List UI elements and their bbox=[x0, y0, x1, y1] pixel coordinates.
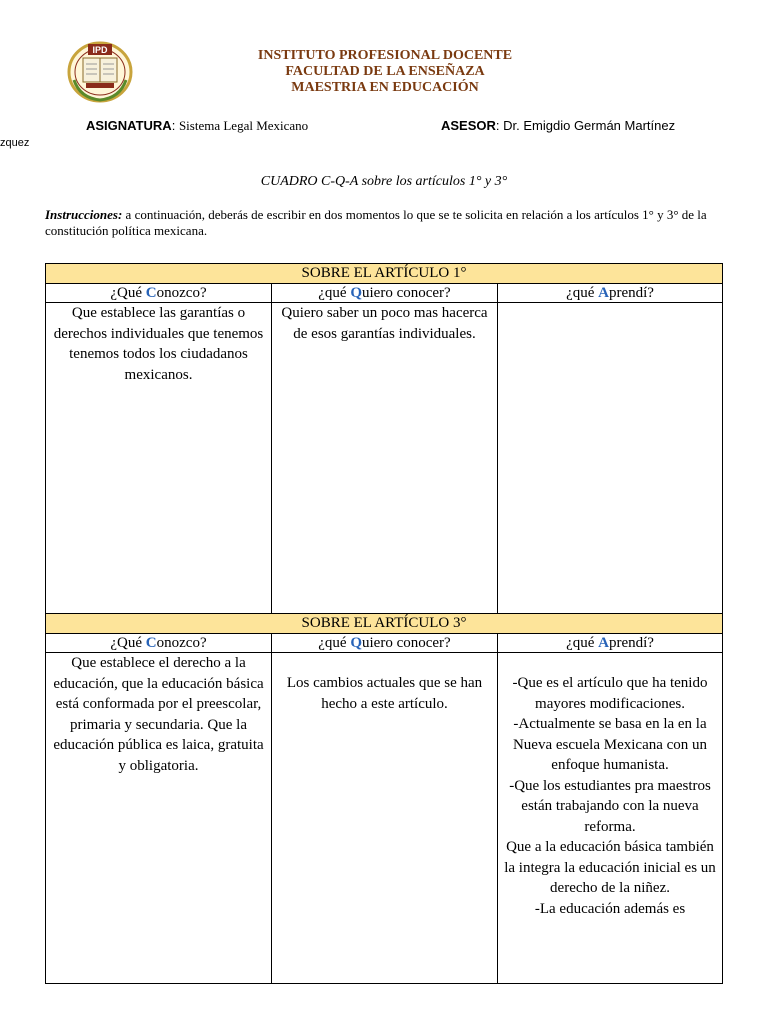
advisor-line: ASESOR: Dr. Emigdio Germán Martínez bbox=[441, 118, 676, 133]
column-header-conozco: ¿Qué Conozco? bbox=[46, 634, 272, 653]
column-header-quiero: ¿qué Quiero conocer? bbox=[272, 284, 498, 303]
section-1-aprendi-cell bbox=[498, 303, 723, 614]
document-subtitle: CUADRO C-Q-A sobre los artículos 1° y 3° bbox=[260, 174, 508, 189]
aprendi-item: -Que los estudiantes pra maestros están trabajando con la nueva reforma. bbox=[509, 777, 711, 835]
program-name: MAESTRIA EN EDUCACIÓN bbox=[291, 80, 479, 95]
student-name-fragment: zquez bbox=[0, 137, 30, 149]
aprendi-item: -Que es el artículo que ha tenido mayores modificaciones. bbox=[512, 675, 708, 712]
section-1-conozco-cell: Que establece las garantías o derechos individuales que tenemos tenemos todos los ciudadanos mexicanos. bbox=[46, 303, 272, 614]
section-3-conozco-cell: Que establece el derecho a la educación, que la educación básica está conformada por el preescolar, primaria y secundaria. Que la educación pública es laica, gratuita y obligatoria. bbox=[46, 653, 272, 984]
section-1-quiero-cell: Quiero saber un poco mas hacerca de esos garantías individuales. bbox=[272, 303, 498, 614]
instructions bbox=[45, 207, 725, 239]
column-header-conozco: ¿Qué Conozco? bbox=[46, 284, 272, 303]
aprendi-item: -La educación además es bbox=[534, 900, 686, 917]
column-header-aprendi: ¿qué Aprendí? bbox=[498, 634, 723, 653]
aprendi-item: Que a la educación básica también la integra la educación inicial es un derecho de la niñez. bbox=[504, 839, 716, 896]
instructions-label: Instrucciones: bbox=[45, 207, 123, 222]
subject-label: ASIGNATURA bbox=[86, 118, 172, 133]
section-3-aprendi-cell bbox=[498, 653, 723, 984]
institution-name: INSTITUTO PROFESIONAL DOCENTE bbox=[257, 48, 513, 63]
advisor-label: ASESOR bbox=[441, 118, 496, 133]
logo-text: IPD bbox=[92, 45, 108, 55]
institution-header bbox=[200, 48, 570, 96]
instructions-text: a continuación, deberás de escribir en dos momentos lo que se te solicita en relación a los artículos 1° y 3° de la constitución política mexicana. bbox=[45, 207, 707, 238]
aprendi-item: -Actualmente se basa en la en la Nueva escuela Mexicana con un enfoque humanista. bbox=[512, 716, 708, 773]
institute-logo-icon bbox=[66, 40, 134, 104]
subject-line: ASIGNATURA: Sistema Legal Mexicano bbox=[86, 118, 309, 133]
section-3-quiero-cell: Los cambios actuales que se han hecho a este artículo. bbox=[272, 653, 498, 984]
section-1-title: SOBRE EL ARTÍCULO 1° bbox=[46, 264, 723, 284]
faculty-name: FACULTAD DE LA ENSEÑAZA bbox=[285, 64, 485, 79]
advisor-value: Dr. Emigdio Germán Martínez bbox=[503, 118, 676, 133]
section-3-title: SOBRE EL ARTÍCULO 3° bbox=[46, 614, 723, 634]
subject-value: Sistema Legal Mexicano bbox=[178, 118, 309, 133]
column-header-quiero: ¿qué Quiero conocer? bbox=[272, 634, 498, 653]
column-header-aprendi: ¿qué Aprendí? bbox=[498, 284, 723, 303]
cqa-table bbox=[45, 263, 723, 984]
